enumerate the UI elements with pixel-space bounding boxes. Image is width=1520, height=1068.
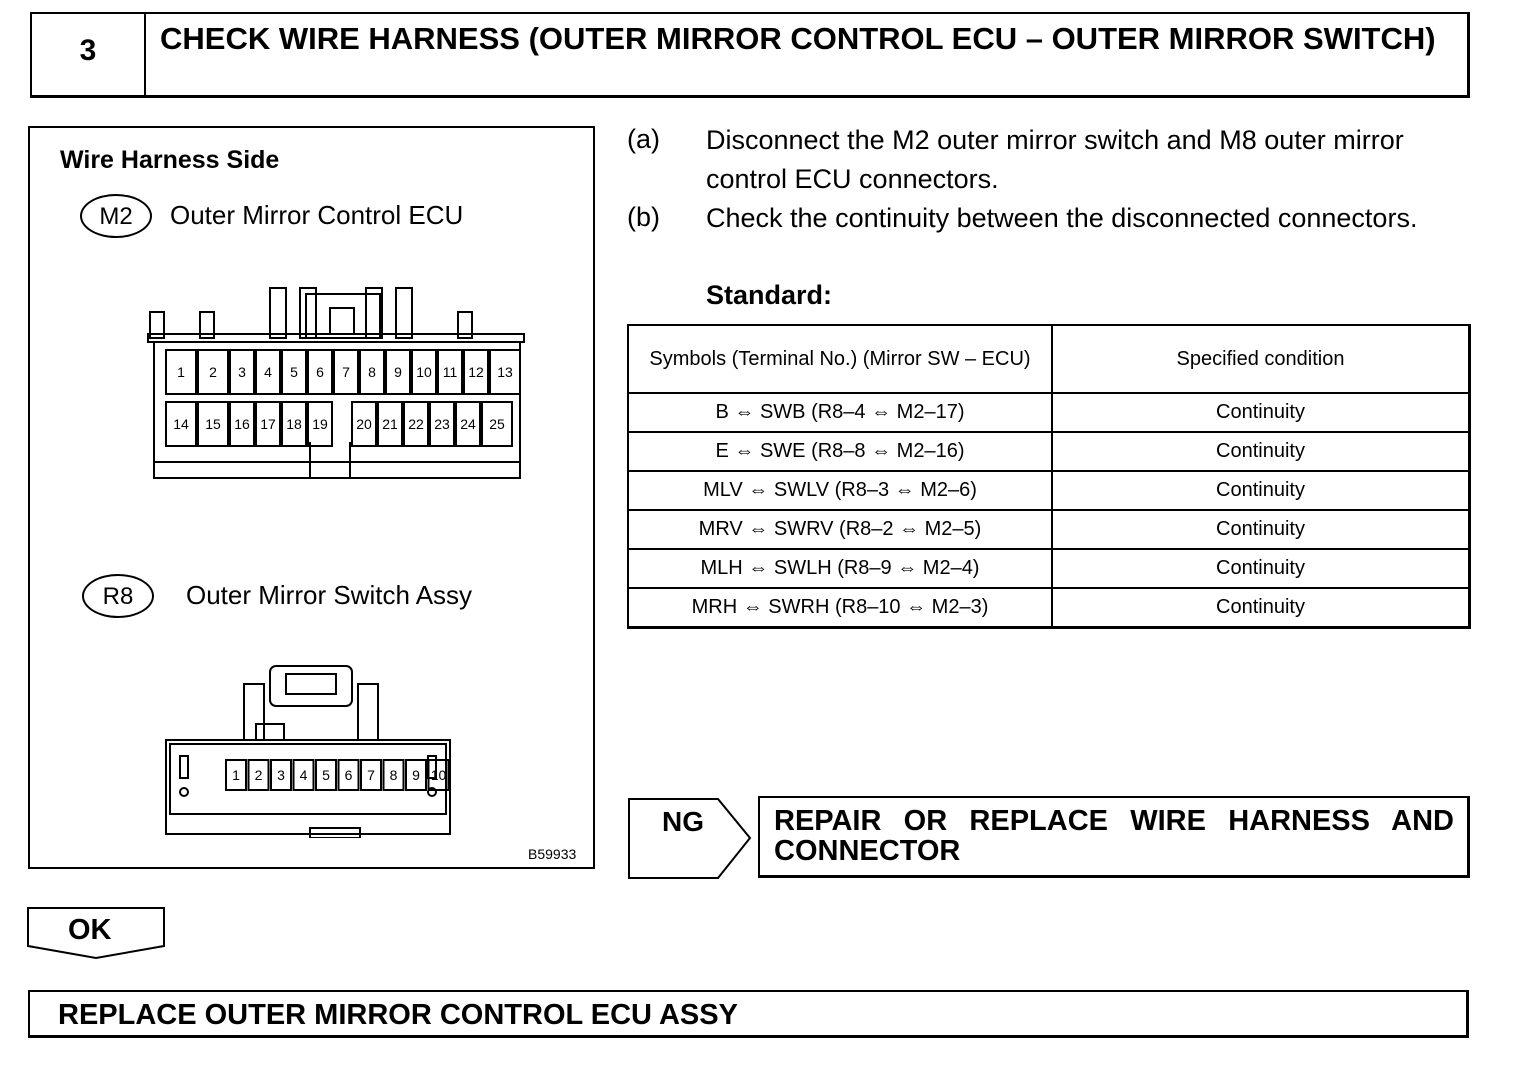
- m2-pin-6-label: 6: [316, 364, 324, 380]
- m2-connector-diagram: [110, 278, 530, 488]
- table-cell-condition: Continuity: [1052, 588, 1470, 628]
- m2-pin-3-label: 3: [238, 364, 246, 380]
- table-row: [628, 510, 1470, 549]
- m2-pin-8-label: 8: [368, 364, 376, 380]
- table-cell-symbols: E ⇔ SWE (R8–8 ⇔ M2–16): [628, 432, 1052, 471]
- table-cell-condition: Continuity: [1052, 432, 1470, 471]
- final-action-box: [28, 990, 1469, 1038]
- r8-pin-3-label: 3: [277, 767, 285, 783]
- m2-pin-10-label: 10: [416, 364, 432, 380]
- table-header-symbols: Symbols (Terminal No.) (Mirror SW – ECU): [628, 325, 1052, 393]
- table-cell-symbols: MLV ⇔ SWLV (R8–3 ⇔ M2–6): [628, 471, 1052, 510]
- m2-pin-23-label: 23: [434, 416, 450, 432]
- r8-pin-10-label: 10: [430, 767, 447, 783]
- r8-pin-2-label: 2: [254, 767, 263, 783]
- r8-pin-5-label: 5: [322, 767, 330, 783]
- table-cell-condition: Continuity: [1052, 510, 1470, 549]
- r8-pin-6-label: 6: [344, 767, 353, 783]
- r8-pin-group: [226, 760, 449, 790]
- standard-label: Standard:: [706, 280, 833, 310]
- r8-pin-8-label: 8: [389, 767, 398, 783]
- r8-pin-4-label: 4: [299, 767, 308, 783]
- table-cell-condition: Continuity: [1052, 471, 1470, 510]
- m2-pin-9-label: 9: [394, 364, 402, 380]
- m2-pin-12-label: 12: [468, 364, 484, 380]
- wire-harness-side-label: Wire Harness Side: [60, 146, 280, 174]
- m2-connector-badge: M2: [80, 194, 152, 238]
- m2-pin-20-label: 20: [356, 416, 372, 432]
- ok-label: OK: [68, 914, 112, 946]
- m2-pin-14-label: 14: [173, 416, 189, 432]
- m2-pin-16-label: 16: [234, 416, 250, 432]
- m2-pin-13-label: 13: [497, 364, 513, 380]
- table-row: [628, 471, 1470, 510]
- m2-pin-7-label: 7: [342, 364, 350, 380]
- m2-pin-group: [166, 350, 520, 446]
- r8-connector-badge: R8: [82, 574, 154, 618]
- final-action-text: REPLACE OUTER MIRROR CONTROL ECU ASSY: [58, 999, 738, 1031]
- table-cell-condition: Continuity: [1052, 393, 1470, 432]
- m2-pin-11-label: 11: [442, 364, 458, 380]
- m2-pin-22-label: 22: [408, 416, 424, 432]
- table-cell-symbols: MRH ⇔ SWRH (R8–10 ⇔ M2–3): [628, 588, 1052, 628]
- r8-pin-1-label: 1: [232, 767, 240, 783]
- specification-table: [627, 324, 1471, 629]
- m2-pin-5-label: 5: [290, 364, 298, 380]
- ng-label: NG: [662, 806, 704, 837]
- m2-pin-17-label: 17: [260, 416, 276, 432]
- m2-pin-2-label: 2: [209, 364, 217, 380]
- step-number: 3: [32, 14, 146, 95]
- table-row: [628, 432, 1470, 471]
- figure-code: B59933: [528, 846, 577, 862]
- m2-pin-25-label: 25: [489, 416, 505, 432]
- m2-pin-21-label: 21: [382, 416, 398, 432]
- connector-illustration: [28, 126, 595, 869]
- m2-pin-1-label: 1: [177, 364, 185, 380]
- table-cell-symbols: B ⇔ SWB (R8–4 ⇔ M2–17): [628, 393, 1052, 432]
- m2-pin-18-label: 18: [286, 416, 302, 432]
- table-row: [628, 588, 1470, 628]
- ng-action-box: [758, 796, 1470, 878]
- table-header-row: [628, 325, 1470, 393]
- r8-connector-diagram: [160, 658, 480, 838]
- table-cell-symbols: MLH ⇔ SWLH (R8–9 ⇔ M2–4): [628, 549, 1052, 588]
- step-title: CHECK WIRE HARNESS (OUTER MIRROR CONTROL ECU – OUTER MIRROR SWITCH): [160, 21, 1436, 56]
- table-row: [628, 549, 1470, 588]
- m2-pin-4-label: 4: [264, 364, 272, 380]
- ng-action-text: REPAIR OR REPLACE WIRE HARNESS AND CONNECTOR: [774, 805, 1454, 867]
- table-header-condition: Specified condition: [1052, 325, 1470, 393]
- table-row: [628, 393, 1470, 432]
- r8-pin-7-label: 7: [367, 767, 375, 783]
- step-header: [30, 12, 1470, 98]
- m2-connector-name: Outer Mirror Control ECU: [170, 200, 464, 230]
- r8-pin-9-label: 9: [412, 767, 420, 783]
- table-cell-condition: Continuity: [1052, 549, 1470, 588]
- m2-pin-24-label: 24: [460, 416, 476, 432]
- r8-connector-name: Outer Mirror Switch Assy: [186, 580, 473, 610]
- m2-pin-15-label: 15: [205, 416, 221, 432]
- instruction-a-letter: (a): [627, 124, 660, 154]
- instruction-b-letter: (b): [627, 202, 660, 232]
- instruction-b-text: Check the continuity between the disconnected connectors.: [706, 203, 1418, 233]
- instruction-a-text: Disconnect the M2 outer mirror switch and M8 outer mirror control ECU connectors.: [706, 125, 1404, 194]
- table-cell-symbols: MRV ⇔ SWRV (R8–2 ⇔ M2–5): [628, 510, 1052, 549]
- m2-pin-19-label: 19: [312, 416, 328, 432]
